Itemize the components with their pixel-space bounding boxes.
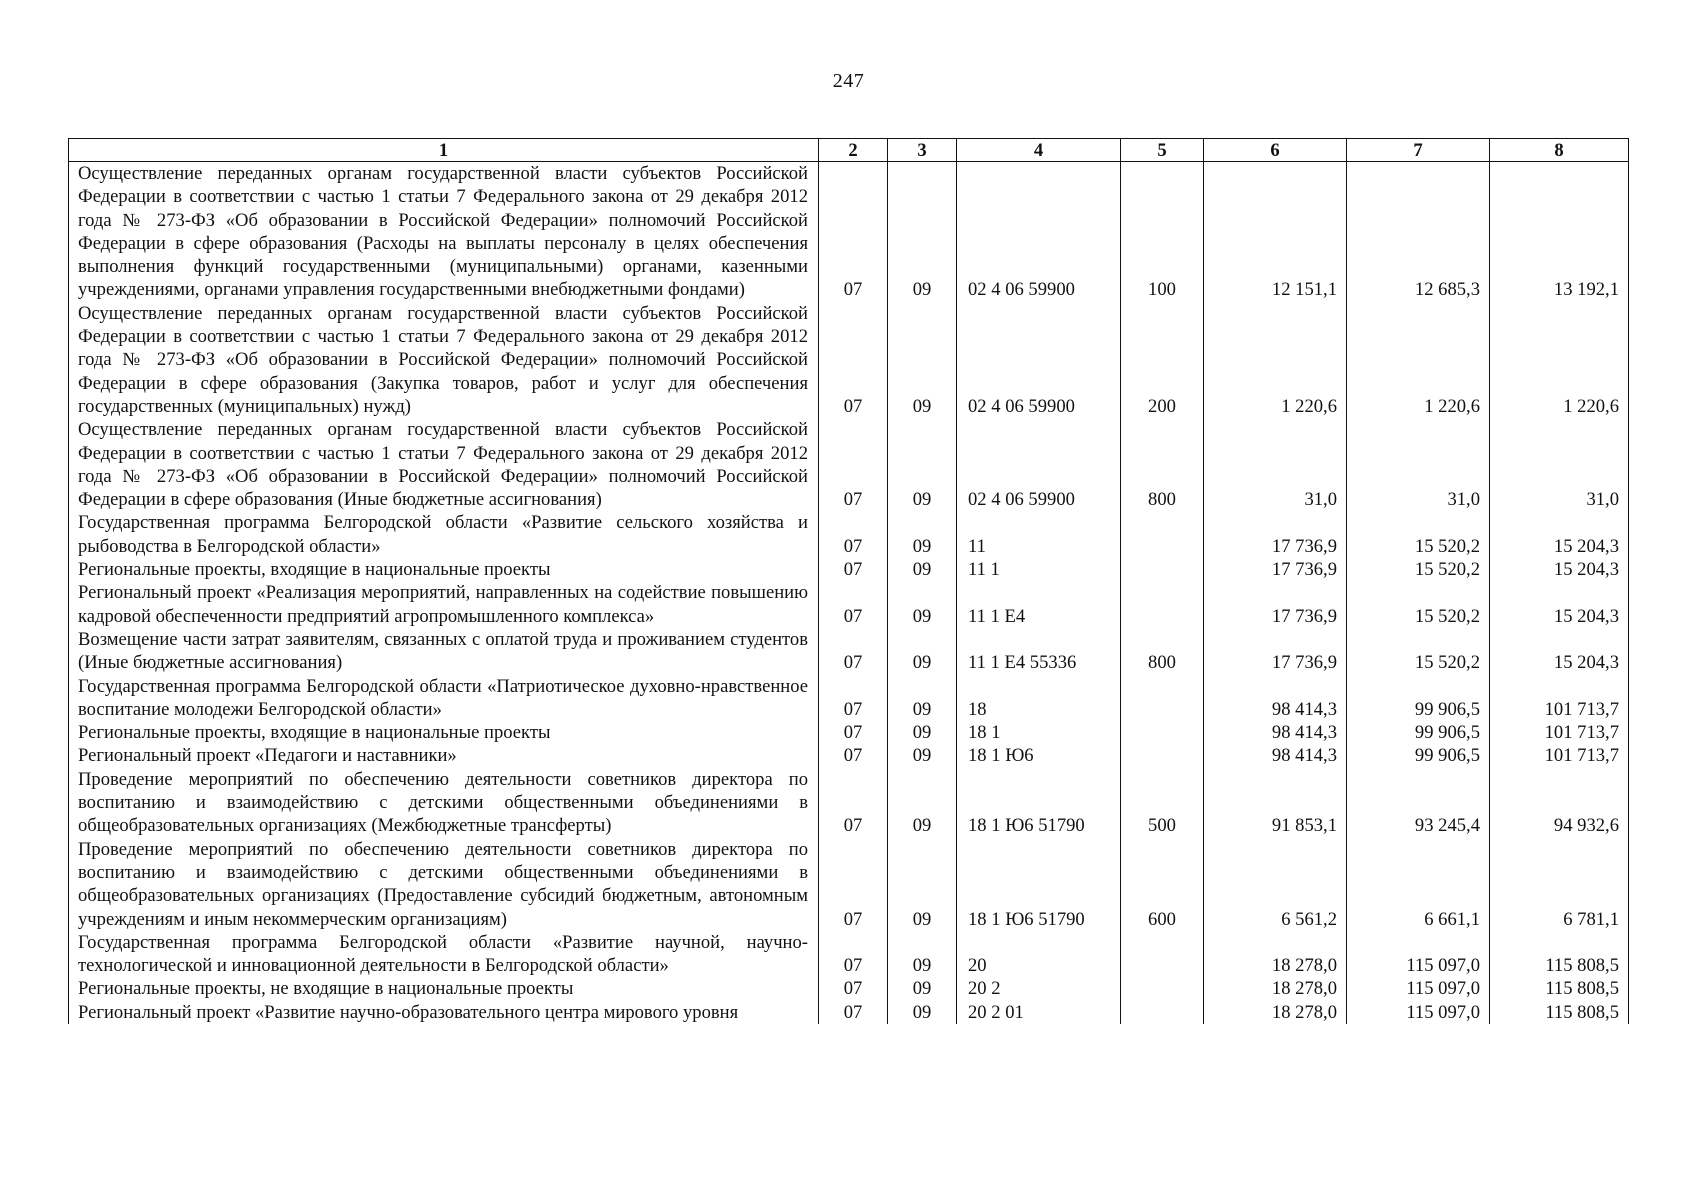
- row-section: 07: [819, 675, 888, 722]
- table-row: [69, 977, 1629, 1000]
- row-name: Региональные проекты, входящие в национальные проекты: [69, 558, 819, 581]
- header-col-4: 4: [957, 139, 1121, 162]
- table-header: [69, 139, 1629, 162]
- row-section: 07: [819, 838, 888, 931]
- row-name: Осуществление переданных органам государственной власти субъектов Российской Федерации в соответствии с частью 1 статьи 7 Федерального закона от 29 декабря 2012 года № 273-ФЗ «Об образовании в Российской Федерации» полномочий Российской Федерации в сфере образования (Расходы на выплаты персоналу в целях обеспечения выполнения функций государственными (муниципальными) органами, казенными учреждениями, органами управления государственными внебюджетными фондами): [69, 162, 819, 302]
- row-amount-col7: 15 520,2: [1347, 628, 1490, 675]
- row-expense-kind: [1121, 511, 1204, 558]
- row-amount-col6: 1 220,6: [1204, 302, 1347, 418]
- table-row: [69, 675, 1629, 722]
- row-subsection: 09: [888, 302, 957, 418]
- row-amount-col6: 17 736,9: [1204, 581, 1347, 628]
- row-amount-col7: 99 906,5: [1347, 744, 1490, 767]
- row-amount-col7: 15 520,2: [1347, 558, 1490, 581]
- row-subsection: 09: [888, 675, 957, 722]
- row-expense-kind: 200: [1121, 302, 1204, 418]
- row-amount-col8: 115 808,5: [1490, 931, 1629, 978]
- row-name: Государственная программа Белгородской области «Патриотическое духовно-нравственное воспитание молодежи Белгородской области»: [69, 675, 819, 722]
- row-target-code: 18 1 Ю6 51790: [957, 838, 1121, 931]
- row-target-code: 20 2 01: [957, 1001, 1121, 1024]
- row-subsection: 09: [888, 628, 957, 675]
- row-name: Возмещение части затрат заявителям, связанных с оплатой труда и проживанием студентов (Иные бюджетные ассигнования): [69, 628, 819, 675]
- header-col-1: 1: [69, 139, 819, 162]
- row-target-code: 02 4 06 59900: [957, 162, 1121, 302]
- page-number: 247: [832, 70, 865, 92]
- row-subsection: 09: [888, 931, 957, 978]
- row-name: Осуществление переданных органам государственной власти субъектов Российской Федерации в соответствии с частью 1 статьи 7 Федерального закона от 29 декабря 2012 года № 273-ФЗ «Об образовании в Российской Федерации» полномочий Российской Федерации в сфере образования (Закупка товаров, работ и услуг для обеспечения государственных (муниципальных) нужд): [69, 302, 819, 418]
- row-expense-kind: 500: [1121, 768, 1204, 838]
- row-subsection: 09: [888, 838, 957, 931]
- row-amount-col7: 99 906,5: [1347, 675, 1490, 722]
- row-expense-kind: [1121, 1001, 1204, 1024]
- row-subsection: 09: [888, 581, 957, 628]
- row-amount-col7: 115 097,0: [1347, 1001, 1490, 1024]
- row-amount-col8: 15 204,3: [1490, 628, 1629, 675]
- row-amount-col8: 15 204,3: [1490, 558, 1629, 581]
- header-col-2: 2: [819, 139, 888, 162]
- row-amount-col8: 101 713,7: [1490, 721, 1629, 744]
- row-amount-col6: 98 414,3: [1204, 675, 1347, 722]
- row-expense-kind: [1121, 581, 1204, 628]
- table-row: [69, 558, 1629, 581]
- row-amount-col8: 15 204,3: [1490, 581, 1629, 628]
- row-amount-col8: 15 204,3: [1490, 511, 1629, 558]
- row-amount-col7: 115 097,0: [1347, 977, 1490, 1000]
- table-row: [69, 838, 1629, 931]
- table-row: [69, 931, 1629, 978]
- row-name: Региональные проекты, входящие в национальные проекты: [69, 721, 819, 744]
- row-amount-col6: 17 736,9: [1204, 511, 1347, 558]
- row-amount-col8: 115 808,5: [1490, 977, 1629, 1000]
- row-subsection: 09: [888, 977, 957, 1000]
- row-expense-kind: [1121, 721, 1204, 744]
- row-amount-col8: 101 713,7: [1490, 675, 1629, 722]
- row-amount-col8: 115 808,5: [1490, 1001, 1629, 1024]
- row-target-code: 11 1: [957, 558, 1121, 581]
- row-section: 07: [819, 558, 888, 581]
- table-row: [69, 511, 1629, 558]
- row-name: Осуществление переданных органам государственной власти субъектов Российской Федерации в соответствии с частью 1 статьи 7 Федерального закона от 29 декабря 2012 года № 273-ФЗ «Об образовании в Российской Федерации» полномочий Российской Федерации в сфере образования (Иные бюджетные ассигнования): [69, 418, 819, 511]
- row-amount-col6: 18 278,0: [1204, 977, 1347, 1000]
- row-name: Проведение мероприятий по обеспечению деятельности советников директора по воспитанию и взаимодействию с детскими общественными объединениями в общеобразовательных организациях (Предоставление субсидий бюджетным, автономным учреждениям и иным некоммерческим организациям): [69, 838, 819, 931]
- row-section: 07: [819, 628, 888, 675]
- row-name: Государственная программа Белгородской области «Развитие сельского хозяйства и рыбоводства в Белгородской области»: [69, 511, 819, 558]
- table-row: [69, 581, 1629, 628]
- row-amount-col8: 1 220,6: [1490, 302, 1629, 418]
- row-section: 07: [819, 744, 888, 767]
- table-row: [69, 628, 1629, 675]
- header-col-5: 5: [1121, 139, 1204, 162]
- row-subsection: 09: [888, 721, 957, 744]
- row-amount-col8: 94 932,6: [1490, 768, 1629, 838]
- row-amount-col7: 15 520,2: [1347, 511, 1490, 558]
- row-section: 07: [819, 418, 888, 511]
- row-subsection: 09: [888, 511, 957, 558]
- row-expense-kind: [1121, 931, 1204, 978]
- row-amount-col7: 6 661,1: [1347, 838, 1490, 931]
- row-amount-col6: 91 853,1: [1204, 768, 1347, 838]
- row-expense-kind: [1121, 744, 1204, 767]
- row-target-code: 02 4 06 59900: [957, 418, 1121, 511]
- row-section: 07: [819, 302, 888, 418]
- row-amount-col7: 31,0: [1347, 418, 1490, 511]
- row-target-code: 18 1 Ю6 51790: [957, 768, 1121, 838]
- table-row: [69, 768, 1629, 838]
- table-row: [69, 744, 1629, 767]
- table-row: [69, 302, 1629, 418]
- table-row: [69, 418, 1629, 511]
- row-target-code: 11 1 E4: [957, 581, 1121, 628]
- row-amount-col6: 17 736,9: [1204, 558, 1347, 581]
- row-expense-kind: 100: [1121, 162, 1204, 302]
- row-amount-col6: 31,0: [1204, 418, 1347, 511]
- row-amount-col6: 6 561,2: [1204, 838, 1347, 931]
- row-name: Проведение мероприятий по обеспечению деятельности советников директора по воспитанию и взаимодействию с детскими общественными объединениями в общеобразовательных организациях (Межбюджетные трансферты): [69, 768, 819, 838]
- row-expense-kind: [1121, 977, 1204, 1000]
- row-target-code: 02 4 06 59900: [957, 302, 1121, 418]
- header-row: [69, 139, 1629, 162]
- row-subsection: 09: [888, 418, 957, 511]
- row-section: 07: [819, 511, 888, 558]
- row-amount-col7: 15 520,2: [1347, 581, 1490, 628]
- row-expense-kind: 600: [1121, 838, 1204, 931]
- row-section: 07: [819, 721, 888, 744]
- row-amount-col8: 6 781,1: [1490, 838, 1629, 931]
- row-section: 07: [819, 162, 888, 302]
- row-target-code: 18 1: [957, 721, 1121, 744]
- row-amount-col7: 93 245,4: [1347, 768, 1490, 838]
- row-target-code: 18: [957, 675, 1121, 722]
- row-amount-col6: 18 278,0: [1204, 931, 1347, 978]
- row-amount-col6: 12 151,1: [1204, 162, 1347, 302]
- row-name: Региональный проект «Педагоги и наставники»: [69, 744, 819, 767]
- header-col-6: 6: [1204, 139, 1347, 162]
- table-body: [69, 162, 1629, 1024]
- row-amount-col8: 101 713,7: [1490, 744, 1629, 767]
- row-expense-kind: [1121, 558, 1204, 581]
- row-target-code: 11 1 E4 55336: [957, 628, 1121, 675]
- header-col-7: 7: [1347, 139, 1490, 162]
- row-amount-col7: 1 220,6: [1347, 302, 1490, 418]
- row-name: Региональный проект «Развитие научно-образовательного центра мирового уровня: [69, 1001, 819, 1024]
- row-expense-kind: 800: [1121, 628, 1204, 675]
- row-subsection: 09: [888, 558, 957, 581]
- row-amount-col7: 115 097,0: [1347, 931, 1490, 978]
- row-amount-col7: 99 906,5: [1347, 721, 1490, 744]
- row-amount-col6: 98 414,3: [1204, 721, 1347, 744]
- row-target-code: 18 1 Ю6: [957, 744, 1121, 767]
- row-section: 07: [819, 977, 888, 1000]
- row-name: Региональный проект «Реализация мероприятий, направленных на содействие повышению кадровой обеспеченности предприятий агропромышленного комплекса»: [69, 581, 819, 628]
- row-section: 07: [819, 768, 888, 838]
- row-section: 07: [819, 931, 888, 978]
- row-subsection: 09: [888, 744, 957, 767]
- row-name: Региональные проекты, не входящие в национальные проекты: [69, 977, 819, 1000]
- header-col-3: 3: [888, 139, 957, 162]
- row-expense-kind: [1121, 675, 1204, 722]
- row-amount-col8: 13 192,1: [1490, 162, 1629, 302]
- table-row: [69, 162, 1629, 302]
- row-subsection: 09: [888, 768, 957, 838]
- row-target-code: 20 2: [957, 977, 1121, 1000]
- row-subsection: 09: [888, 1001, 957, 1024]
- row-target-code: 20: [957, 931, 1121, 978]
- table-row: [69, 1001, 1629, 1024]
- row-name: Государственная программа Белгородской области «Развитие научной, научно-технологической и инновационной деятельности в Белгородской области»: [69, 931, 819, 978]
- row-amount-col7: 12 685,3: [1347, 162, 1490, 302]
- row-amount-col6: 17 736,9: [1204, 628, 1347, 675]
- table-row: [69, 721, 1629, 744]
- row-section: 07: [819, 581, 888, 628]
- row-expense-kind: 800: [1121, 418, 1204, 511]
- row-amount-col6: 98 414,3: [1204, 744, 1347, 767]
- row-amount-col6: 18 278,0: [1204, 1001, 1347, 1024]
- row-subsection: 09: [888, 162, 957, 302]
- header-col-8: 8: [1490, 139, 1629, 162]
- row-amount-col8: 31,0: [1490, 418, 1629, 511]
- budget-table: [68, 138, 1629, 1024]
- row-target-code: 11: [957, 511, 1121, 558]
- row-section: 07: [819, 1001, 888, 1024]
